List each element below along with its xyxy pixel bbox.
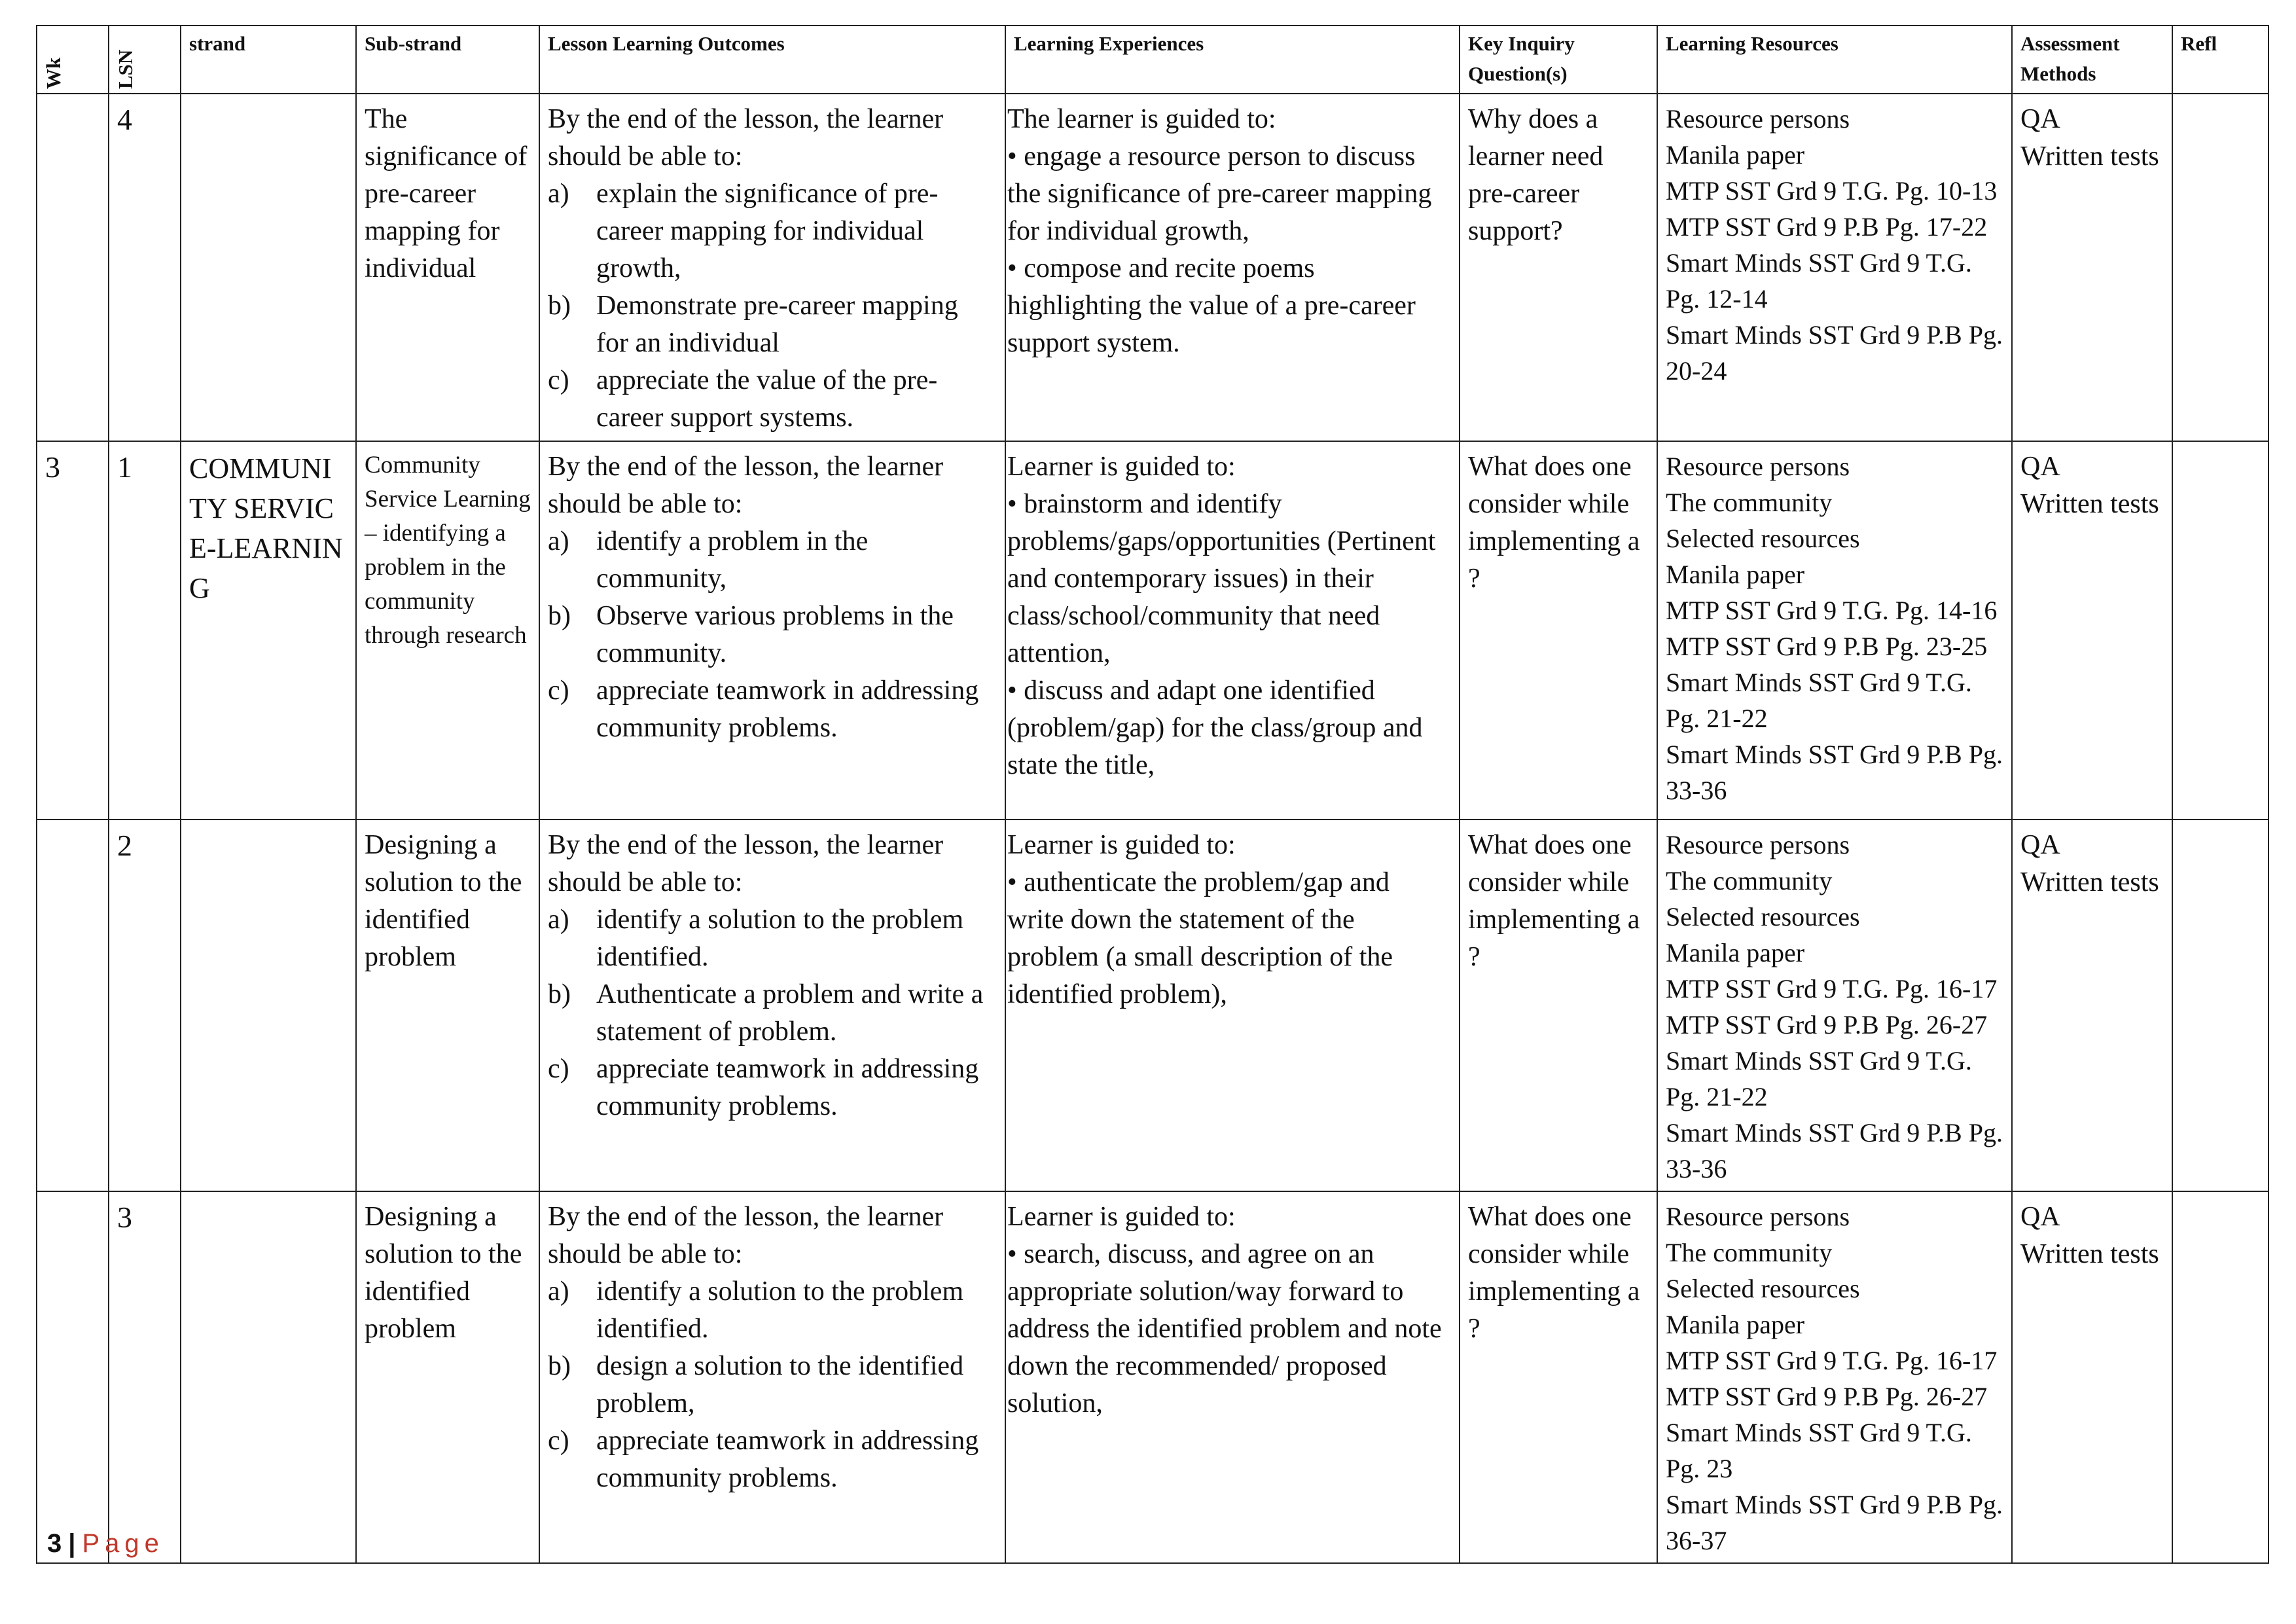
outcome-label: c) [548,676,569,706]
resource-item: The community [1666,866,1833,895]
assessment-item: QA [2020,104,2060,134]
outcome-text: appreciate teamwork in addressing community problems. [596,1054,979,1121]
resource-item: MTP SST Grd 9 P.B Pg. 23-25 [1666,632,1988,661]
cell-inquiry: Why does a learner need pre-career support? [1460,94,1657,441]
assessment-item: QA [2020,452,2060,482]
cell-assessment [2012,441,2172,820]
cell-substrand: Designing a solution to the identified problem [356,820,539,1191]
page-footer [47,1528,164,1559]
cell-inquiry: What does one consider while implementing a ? [1460,441,1657,820]
cell-substrand: The significance of pre-career mapping for individual [356,94,539,441]
cell-substrand: Community Service Learning – identifying a problem in the community through research [356,441,539,820]
outcome-item [548,1273,997,1348]
resource-item: Smart Minds SST Grd 9 P.B Pg. 33-36 [1666,1118,2003,1183]
assessment-item: Written tests [2020,1239,2159,1269]
cell-reflection [2172,94,2269,441]
resource-item: Smart Minds SST Grd 9 P.B Pg. 20-24 [1666,320,2003,386]
outcomes-list [548,1273,997,1497]
resource-item: Smart Minds SST Grd 9 P.B Pg. 36-37 [1666,1490,2003,1555]
assessment-item: Written tests [2020,867,2159,897]
assessment-item: QA [2020,830,2060,860]
outcomes-intro: By the end of the lesson, the learner should be able to: [548,104,944,171]
outcomes-intro: By the end of the lesson, the learner should be able to: [548,452,944,519]
experience-item: • discuss and adapt one identified (problem/gap) for the class/group and state the title, [1007,676,1423,780]
outcome-text: Demonstrate pre-career mapping for an individual [596,291,958,358]
page-word: Page [82,1529,164,1558]
outcomes-list [548,523,997,747]
outcome-label: a) [548,526,569,556]
cell-assessment [2012,94,2172,441]
cell-resources [1657,820,2012,1191]
resource-item: MTP SST Grd 9 T.G. Pg. 14-16 [1666,596,1998,625]
cell-inquiry: What does one consider while implementing a ? [1460,1191,1657,1563]
header-resources: Learning Resources [1657,26,2012,94]
outcome-label: a) [548,1276,569,1307]
resource-item: MTP SST Grd 9 T.G. Pg. 16-17 [1666,1346,1998,1375]
cell-week [37,94,109,441]
outcome-label: a) [548,179,569,209]
cell-experiences [1005,1191,1460,1563]
outcome-item [548,598,997,672]
resource-item: MTP SST Grd 9 P.B Pg. 26-27 [1666,1010,1988,1039]
table-body [37,94,2269,1563]
header-strand: strand [181,26,356,94]
experience-item: • brainstorm and identify problems/gaps/opportunities (Pertinent and contemporary issues) in their class/school/community that need attention, [1007,489,1436,668]
outcome-text: appreciate the value of the pre-career support systems. [596,365,938,433]
assessment-item: Written tests [2020,141,2159,171]
outcome-item [548,901,997,976]
cell-lesson: 4 [109,94,181,441]
outcome-item [548,672,997,747]
cell-experiences [1005,820,1460,1191]
outcome-text: appreciate teamwork in addressing community problems. [596,1426,979,1493]
cell-outcomes [539,441,1005,820]
outcome-item [548,287,997,362]
cell-strand [181,820,356,1191]
resource-item: MTP SST Grd 9 T.G. Pg. 16-17 [1666,974,1998,1003]
header-outcomes: Lesson Learning Outcomes [539,26,1005,94]
outcome-item [548,1422,997,1497]
outcome-label: b) [548,979,571,1009]
resource-item: Selected resources [1666,1274,1860,1303]
table-row [37,820,2269,1191]
cell-outcomes [539,820,1005,1191]
outcomes-intro: By the end of the lesson, the learner should be able to: [548,830,944,897]
resource-item: Manila paper [1666,560,1805,589]
outcome-text: design a solution to the identified problem, [596,1351,964,1418]
header-inquiry: Key Inquiry Question(s) [1460,26,1657,94]
experience-item: • search, discuss, and agree on an appropriate solution/way forward to address the identified problem and note down the recommended/ proposed solution, [1007,1239,1442,1418]
cell-week [37,820,109,1191]
cell-resources [1657,1191,2012,1563]
resource-item: Manila paper [1666,1310,1805,1339]
table-row [37,1191,2269,1563]
cell-strand [181,94,356,441]
outcomes-list [548,901,997,1125]
outcome-item [548,1348,997,1422]
outcome-label: b) [548,1351,571,1381]
table-row [37,94,2269,441]
cell-outcomes [539,1191,1005,1563]
resource-item: The community [1666,488,1833,517]
scheme-of-work-sheet [36,25,2268,1564]
cell-experiences [1005,441,1460,820]
header-experiences: Learning Experiences [1005,26,1460,94]
experiences-intro: Learner is guided to: [1007,1202,1236,1232]
outcome-text: appreciate teamwork in addressing community problems. [596,676,979,743]
header-substrand: Sub-strand [356,26,539,94]
resource-item: Smart Minds SST Grd 9 P.B Pg. 33-36 [1666,740,2003,805]
cell-strand [181,1191,356,1563]
outcomes-list [548,175,997,437]
outcome-label: b) [548,291,571,321]
cell-reflection [2172,820,2269,1191]
outcome-text: identify a problem in the community, [596,526,869,594]
resource-item: MTP SST Grd 9 P.B Pg. 17-22 [1666,212,1988,242]
footer-separator: | [68,1529,76,1558]
cell-reflection [2172,441,2269,820]
header-row [37,26,2269,94]
outcome-label: b) [548,601,571,631]
cell-week [37,1191,109,1563]
experiences-intro: Learner is guided to: [1007,452,1236,482]
experience-item: • engage a resource person to discuss the significance of pre-career mapping for individual growth, [1007,141,1432,246]
resource-item: Resource persons [1666,452,1850,481]
cell-inquiry: What does one consider while implementing a ? [1460,820,1657,1191]
outcome-label: c) [548,365,569,395]
resource-item: Selected resources [1666,524,1860,553]
cell-lesson: 3 [109,1191,181,1563]
experience-item: • compose and recite poems highlighting the value of a pre-career support system. [1007,253,1416,358]
outcome-text: identify a solution to the problem identified. [596,905,964,972]
resource-item: Manila paper [1666,140,1805,170]
cell-resources [1657,94,2012,441]
resource-item: Smart Minds SST Grd 9 T.G. Pg. 21-22 [1666,668,1972,733]
cell-substrand: Designing a solution to the identified problem [356,1191,539,1563]
resource-item: Resource persons [1666,830,1850,859]
resource-item: MTP SST Grd 9 T.G. Pg. 10-13 [1666,176,1998,206]
outcome-item [548,1051,997,1125]
experiences-intro: Learner is guided to: [1007,830,1236,860]
cell-assessment [2012,820,2172,1191]
header-reflection: Refl [2172,26,2269,94]
assessment-item: Written tests [2020,489,2159,519]
outcome-item [548,175,997,287]
outcome-text: Observe various problems in the community. [596,601,954,668]
header-wk: Wk [37,26,109,94]
cell-reflection [2172,1191,2269,1563]
cell-week: 3 [37,441,109,820]
outcome-item [548,976,997,1051]
experience-item: • authenticate the problem/gap and write down the statement of the problem (a small description of the identified problem), [1007,867,1393,1009]
resource-item: Smart Minds SST Grd 9 T.G. Pg. 21-22 [1666,1046,1972,1111]
resource-item: Manila paper [1666,938,1805,967]
outcome-text: explain the significance of pre-career mapping for individual growth, [596,179,939,283]
cell-outcomes [539,94,1005,441]
resource-item: Resource persons [1666,104,1850,134]
page-number: 3 [47,1529,62,1558]
resource-item: Resource persons [1666,1202,1850,1231]
cell-resources [1657,441,2012,820]
header-assessment: Assessment Methods [2012,26,2172,94]
header-lsn: LSN [109,26,181,94]
table-row [37,441,2269,820]
cell-experiences [1005,94,1460,441]
outcome-item [548,362,997,437]
cell-assessment [2012,1191,2172,1563]
outcome-label: c) [548,1054,569,1084]
outcome-text: identify a solution to the problem identified. [596,1276,964,1344]
cell-strand: COMMUNITY SERVICE-LEARNING [181,441,356,820]
outcome-item [548,523,997,598]
assessment-item: QA [2020,1202,2060,1232]
resource-item: The community [1666,1238,1833,1267]
resource-item: Smart Minds SST Grd 9 T.G. Pg. 12-14 [1666,248,1972,314]
cell-lesson: 2 [109,820,181,1191]
outcome-label: a) [548,905,569,935]
resource-item: MTP SST Grd 9 P.B Pg. 26-27 [1666,1382,1988,1411]
scheme-of-work-table [36,25,2269,1564]
cell-lesson: 1 [109,441,181,820]
resource-item: Smart Minds SST Grd 9 T.G. Pg. 23 [1666,1418,1972,1483]
experiences-intro: The learner is guided to: [1007,104,1276,134]
outcome-label: c) [548,1426,569,1456]
outcome-text: Authenticate a problem and write a statement of problem. [596,979,984,1047]
outcomes-intro: By the end of the lesson, the learner should be able to: [548,1202,944,1269]
resource-item: Selected resources [1666,902,1860,931]
